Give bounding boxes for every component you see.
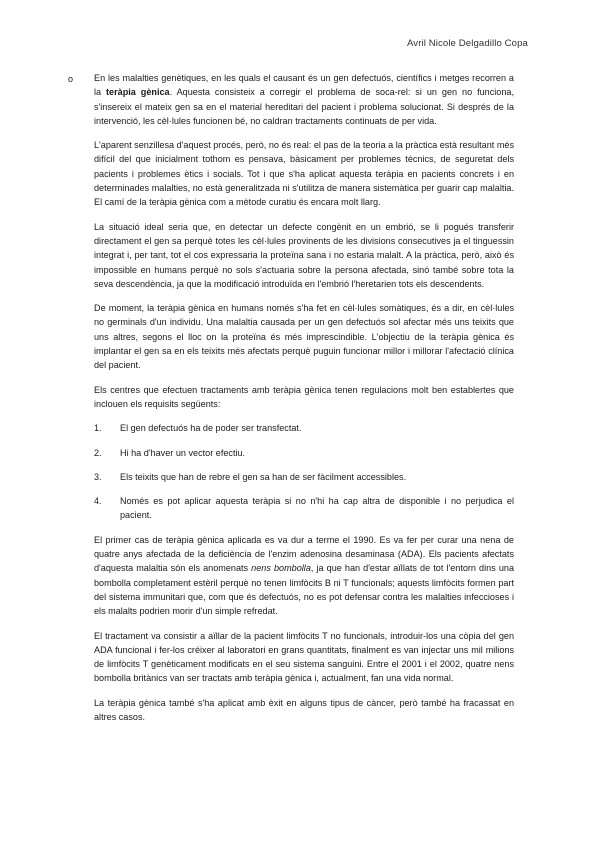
list-number: 3. bbox=[94, 471, 102, 482]
paragraph-2: L'aparent senzillesa d'aquest procés, però, no és real: el pas de la teoria a la pràctica està resultant més difícil del que inicialment tothom es pensava, bàsicament per problemes tècnics, de seguretat dels pacients i problemes ètics i socials. Tot i que s'ha aplicat aquesta teràpia en pacients concrets i en determinades malalties, no està generalitzada ni s'utilitza de manera sistemàtica per guarir cap malaltia. El camí de la teràpia gènica com a mètode curatiu és encara molt llarg. bbox=[94, 140, 515, 208]
list-item bbox=[94, 494, 514, 523]
page-header-author: Avril Nicole Delgadillo Copa bbox=[406, 38, 528, 49]
paragraph-5: Els centres que efectuen tractaments amb teràpia gènica tenen regulacions molt ben establertes que inclouen els requisits següents: bbox=[94, 384, 514, 409]
intro-text-start: En les malalties genètiques, en les quals el causant és un gen defectuós, científics i metges recorren a la bbox=[94, 73, 514, 98]
paragraph-8: La teràpia gènica també s'ha aplicat amb èxit en alguns tipus de càncer, però també ha fracassat en altres casos. bbox=[94, 697, 514, 722]
paragraph-7: El tractament va consistir a aïllar de la pacient limfòcits T no funcionals, introduir-los una còpia del gen ADA funcional i fer-los créixer al laboratori en grans quantitats, finalment es van injectar uns mil milions de limfòcits T genèticament modificats en el seu sistema sanguini. Entre el 2001 i el 2002, quatre nens bombolla britànics van ser tractats amb teràpia gènica i, actualment, fan una vida normal. bbox=[94, 630, 514, 684]
paragraph-intro bbox=[94, 71, 514, 128]
bold-term: teràpia gènica bbox=[106, 87, 170, 98]
p6-text-start: El primer cas de teràpia gènica aplicada es va dur a terme el 1990. Es va fer per curar una nena de quatre anys afectada de la deficiència de l'enzim adenosina desaminasa (ADA). Els pacients afectats d'aquesta malaltia són els anomenats bbox=[94, 534, 514, 574]
paragraph-6 bbox=[94, 533, 514, 619]
italic-term: nens bombolla bbox=[251, 563, 311, 574]
list-number: 2. bbox=[94, 447, 102, 458]
list-text: Només es pot aplicar aquesta teràpia si no n'hi ha cap altra de disponible i no perjudica el pacient. bbox=[120, 496, 514, 521]
list-number: 1. bbox=[94, 423, 102, 434]
p6-text-end: , ja que han d'estar aïllats de tot l'entorn dins una bombolla completament estèril perquè no tenen limfòcits B ni T funcionals; aquests limfòcits formen part del sistema immunitari que, com que és defectuós, no es pot defensar contra les malalties infeccioses i els malalts podrien morir d'un simple refredat. bbox=[94, 563, 514, 617]
requirements-list bbox=[94, 421, 514, 522]
intro-text-end: . Aquesta consisteix a corregir el problema de soca-rel: si un gen no funciona, s'insereix el mateix gen sa en el material hereditari del pacient i problema solucionat. Si després de la intervenció, les cèl·lules funcionen bé, no caldran tractaments continuats de per vida. bbox=[94, 87, 514, 126]
list-text: Els teixits que han de rebre el gen sa han de ser fàcilment accessibles. bbox=[120, 471, 407, 482]
bullet-marker: o bbox=[68, 74, 74, 84]
paragraph-4: De moment, la teràpia gènica en humans només s'ha fet en cèl·lules somàtiques, és a dir, en cèl·lules no germinals d'un individu. Una malaltia causada per un gen defectuós sol afectar més uns teixits que uns altres, segons el lloc on la proteïna és més imprescindible. L'objectiu de la teràpia gènica és implantar el gen sa en els teixits més afectats perquè puguin funcionar millor i millorar l'afectació clínica del pacient. bbox=[94, 303, 514, 371]
paragraph-3: La situació ideal seria que, en detectar un defecte congènit en un embrió, se li pogués transferir directament el gen sa perquè totes les cèl·lules provinents de les divisions consecutives ja el tinguessin integrat i, per tant, tot el cos expressaria la proteïna sana i no estaria malalt. A la pràctica, però, això és impossible en humans perquè no sols s'actuaria sobre la persona afectada, sinó també sobre tota la seva descendència, ja que la modificació introduïda en l'embrió l'heretarien tots els descendents. bbox=[94, 221, 514, 289]
list-number: 4. bbox=[94, 496, 102, 507]
list-item bbox=[94, 446, 514, 460]
document-body bbox=[68, 71, 515, 734]
bullet-item bbox=[68, 71, 514, 138]
list-item bbox=[94, 470, 514, 484]
list-text: El gen defectuós ha de poder ser transfectat. bbox=[120, 423, 302, 434]
list-item bbox=[94, 421, 514, 435]
list-text: Hi ha d'haver un vector efectiu. bbox=[120, 447, 246, 458]
